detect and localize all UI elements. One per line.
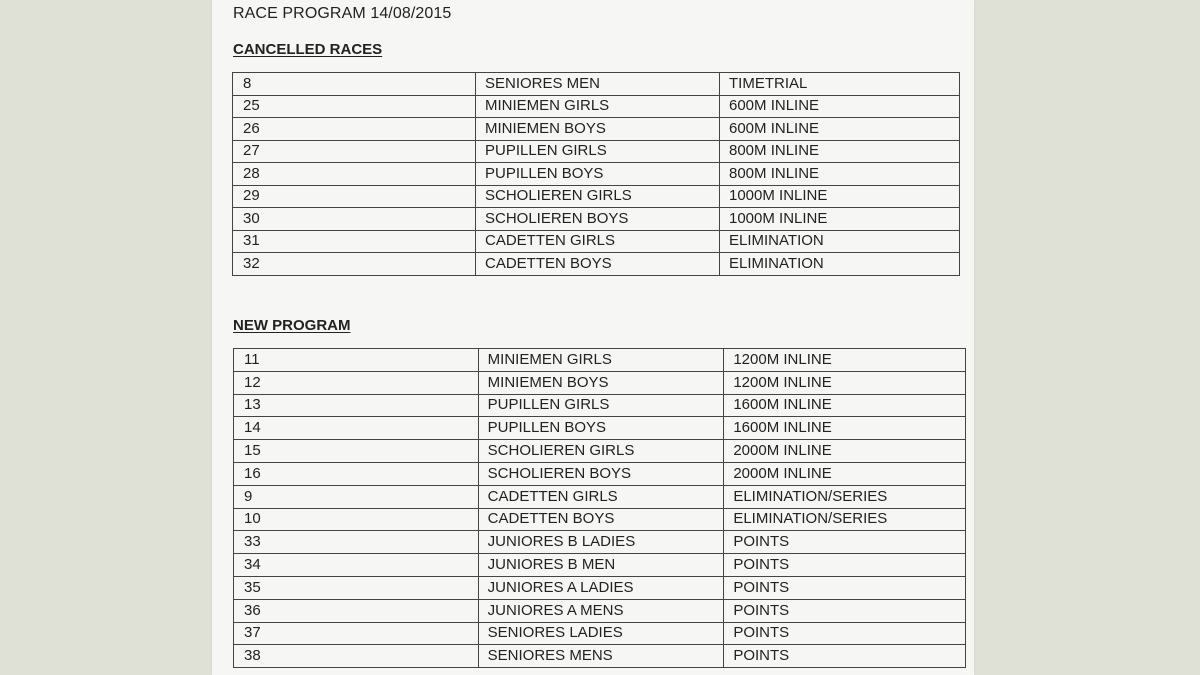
table-row bbox=[233, 95, 960, 118]
category-cell: SENIORES LADIES bbox=[478, 622, 724, 645]
race-type-cell: 800M INLINE bbox=[720, 140, 960, 163]
paper-sheet bbox=[212, 0, 974, 675]
race-number-cell: 35 bbox=[234, 576, 479, 599]
race-number-cell: 11 bbox=[234, 349, 479, 372]
category-cell: MINIEMEN GIRLS bbox=[478, 349, 724, 372]
table-row bbox=[234, 622, 966, 645]
category-cell: PUPILLEN BOYS bbox=[478, 417, 724, 440]
race-number-cell: 26 bbox=[233, 118, 476, 141]
table-row bbox=[234, 599, 966, 622]
category-cell: CADETTEN BOYS bbox=[478, 508, 724, 531]
race-number-cell: 34 bbox=[234, 554, 479, 577]
table-row bbox=[233, 118, 960, 141]
category-cell: JUNIORES B LADIES bbox=[478, 531, 724, 554]
category-cell: MINIEMEN BOYS bbox=[478, 371, 724, 394]
table-row bbox=[233, 230, 960, 253]
category-cell: CADETTEN BOYS bbox=[476, 253, 720, 276]
table-row bbox=[234, 371, 966, 394]
race-type-cell: 1000M INLINE bbox=[720, 185, 960, 208]
category-cell: SENIORES MEN bbox=[476, 73, 720, 96]
race-number-cell: 10 bbox=[234, 508, 479, 531]
race-type-cell: 1000M INLINE bbox=[720, 208, 960, 231]
race-type-cell: 2000M INLINE bbox=[724, 462, 966, 485]
race-type-cell: POINTS bbox=[724, 622, 966, 645]
race-type-cell: POINTS bbox=[724, 645, 966, 668]
table-row bbox=[233, 208, 960, 231]
category-cell: PUPILLEN GIRLS bbox=[478, 394, 724, 417]
race-number-cell: 16 bbox=[234, 462, 479, 485]
table-row bbox=[234, 576, 966, 599]
category-cell: SCHOLIEREN BOYS bbox=[478, 462, 724, 485]
race-type-cell: POINTS bbox=[724, 576, 966, 599]
category-cell: JUNIORES A MENS bbox=[478, 599, 724, 622]
race-type-cell: 1200M INLINE bbox=[724, 349, 966, 372]
table-row bbox=[234, 440, 966, 463]
race-number-cell: 37 bbox=[234, 622, 479, 645]
table-row bbox=[234, 462, 966, 485]
race-number-cell: 28 bbox=[233, 163, 476, 186]
race-type-cell: 600M INLINE bbox=[720, 118, 960, 141]
table-row bbox=[233, 185, 960, 208]
race-number-cell: 27 bbox=[233, 140, 476, 163]
race-type-cell: ELIMINATION bbox=[720, 253, 960, 276]
race-number-cell: 25 bbox=[233, 95, 476, 118]
table-row bbox=[234, 508, 966, 531]
race-number-cell: 30 bbox=[233, 208, 476, 231]
race-number-cell: 12 bbox=[234, 371, 479, 394]
race-type-cell: POINTS bbox=[724, 554, 966, 577]
table-row bbox=[233, 73, 960, 96]
race-type-cell: ELIMINATION/SERIES bbox=[724, 508, 966, 531]
race-type-cell: 1600M INLINE bbox=[724, 394, 966, 417]
table-row bbox=[234, 394, 966, 417]
race-number-cell: 33 bbox=[234, 531, 479, 554]
category-cell: PUPILLEN BOYS bbox=[476, 163, 720, 186]
race-number-cell: 9 bbox=[234, 485, 479, 508]
category-cell: SCHOLIEREN BOYS bbox=[476, 208, 720, 231]
table-row bbox=[234, 645, 966, 668]
race-type-cell: POINTS bbox=[724, 531, 966, 554]
cancelled-races-table bbox=[232, 72, 960, 276]
race-number-cell: 15 bbox=[234, 440, 479, 463]
race-number-cell: 31 bbox=[233, 230, 476, 253]
race-number-cell: 32 bbox=[233, 253, 476, 276]
race-number-cell: 14 bbox=[234, 417, 479, 440]
race-number-cell: 8 bbox=[233, 73, 476, 96]
table-row bbox=[233, 253, 960, 276]
race-type-cell: 1600M INLINE bbox=[724, 417, 966, 440]
race-number-cell: 38 bbox=[234, 645, 479, 668]
cancelled-races-heading: CANCELLED RACES bbox=[233, 41, 383, 58]
category-cell: MINIEMEN BOYS bbox=[476, 118, 720, 141]
table-row bbox=[234, 417, 966, 440]
table-row bbox=[234, 485, 966, 508]
category-cell: JUNIORES B MEN bbox=[478, 554, 724, 577]
race-number-cell: 29 bbox=[233, 185, 476, 208]
category-cell: SENIORES MENS bbox=[478, 645, 724, 668]
race-type-cell: ELIMINATION bbox=[720, 230, 960, 253]
race-type-cell: 800M INLINE bbox=[720, 163, 960, 186]
category-cell: SCHOLIEREN GIRLS bbox=[476, 185, 720, 208]
race-type-cell: 2000M INLINE bbox=[724, 440, 966, 463]
document-title: RACE PROGRAM 14/08/2015 bbox=[233, 5, 452, 22]
table-row bbox=[234, 349, 966, 372]
category-cell: JUNIORES A LADIES bbox=[478, 576, 724, 599]
category-cell: SCHOLIEREN GIRLS bbox=[478, 440, 724, 463]
table-row bbox=[234, 554, 966, 577]
category-cell: CADETTEN GIRLS bbox=[478, 485, 724, 508]
category-cell: CADETTEN GIRLS bbox=[476, 230, 720, 253]
race-number-cell: 36 bbox=[234, 599, 479, 622]
category-cell: MINIEMEN GIRLS bbox=[476, 95, 720, 118]
race-type-cell: TIMETRIAL bbox=[720, 73, 960, 96]
table-row bbox=[233, 140, 960, 163]
race-type-cell: POINTS bbox=[724, 599, 966, 622]
table-row bbox=[233, 163, 960, 186]
race-type-cell: 600M INLINE bbox=[720, 95, 960, 118]
new-program-table bbox=[233, 348, 966, 668]
race-number-cell: 13 bbox=[234, 394, 479, 417]
race-type-cell: ELIMINATION/SERIES bbox=[724, 485, 966, 508]
race-type-cell: 1200M INLINE bbox=[724, 371, 966, 394]
table-row bbox=[234, 531, 966, 554]
new-program-heading: NEW PROGRAM bbox=[233, 317, 351, 334]
category-cell: PUPILLEN GIRLS bbox=[476, 140, 720, 163]
